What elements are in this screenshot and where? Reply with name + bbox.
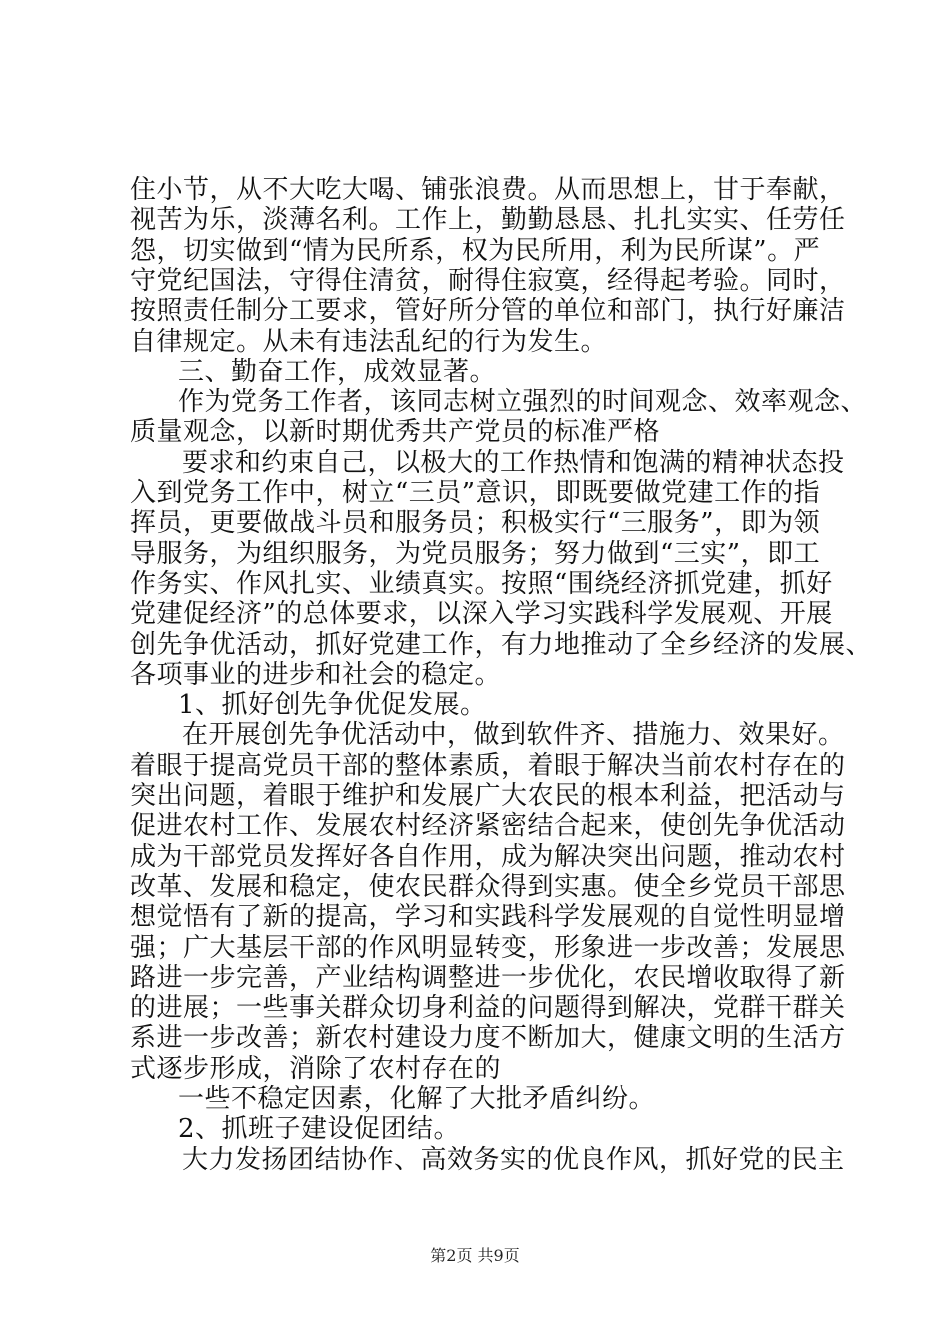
text-line: 着眼于提高党员干部的整体素质，着眼于解决当前农村存在的 [130,750,846,781]
text-line: 入到党务工作中，树立“三员”意识，即既要做党建工作的指 [130,478,821,508]
text-line: 路进一步完善，产业结构调整进一步优化，农民增收取得了新 [130,962,846,993]
text-line: 创先争优活动，抓好党建工作，有力地推动了全乡经济的发展、 [130,629,873,660]
text-line: 住小节，从不大吃大喝、铺张浪费。从而思想上，甘于奉献， [130,175,846,205]
subsection-heading: 1、抓好创先争优促发展。 [178,690,487,721]
text-line: 突出问题，着眼于维护和发展广大农民的根本利益，把活动与 [130,781,846,811]
text-line: 成为干部党员发挥好各自作用，成为解决突出问题，推动农村 [130,841,846,872]
text-line: 促进农村工作、发展农村经济紧密结合起来，使创先争优活动 [130,811,846,842]
text-line: 作为党务工作者，该同志树立强烈的时间观念、效率观念、 [178,387,868,418]
text-line: 系进一步改善；新农村建设力度不断加大，健康文明的生活方 [130,1023,846,1054]
text-line: 按照责任制分工要求，管好所分管的单位和部门，执行好廉洁 [130,296,846,327]
text-line: 守党纪国法，守得住清贫，耐得住寂寞，经得起考验。同时， [130,265,846,296]
text-line: 式逐步形成，消除了农村存在的 [130,1053,502,1084]
text-line: 挥员，更要做战斗员和服务员；积极实行“三服务”，即为领 [130,508,821,539]
text-line: 作务实、作风扎实、业绩真实。按照“围绕经济抓党建，抓好 [130,568,833,599]
text-line: 在开展创先争优活动中，做到软件齐、措施力、效果好。 [182,720,845,751]
text-line: 视苦为乐，淡薄名利。工作上，勤勤恳恳、扎扎实实、任劳任 [130,205,846,236]
text-line: 一些不稳定因素，化解了大批矛盾纠纷。 [178,1084,656,1114]
section-heading: 三、勤奋工作，成效显著。 [178,356,497,387]
text-line: 想觉悟有了新的提高，学习和实践科学发展观的自觉性明显增 [130,902,846,933]
subsection-heading: 2、抓班子建设促团结。 [178,1114,461,1145]
text-line: 要求和约束自己，以极大的工作热情和饱满的精神状态投 [182,447,845,478]
text-line: 各项事业的进步和社会的稳定。 [130,659,502,690]
text-line: 党建促经济”的总体要求，以深入学习实践科学发展观、开展 [130,599,833,630]
text-line: 的进展；一些事关群众切身利益的问题得到解决，党群干群关 [130,993,846,1024]
text-line: 改革、发展和稳定，使农民群众得到实惠。使全乡党员干部思 [130,871,846,902]
text-line: 怨，切实做到“情为民所系，权为民所用，利为民所谋”。严 [130,235,821,266]
text-line: 强；广大基层干部的作风明显转变，形象进一步改善；发展思 [130,932,846,963]
text-line: 质量观念，以新时期优秀共产党员的标准严格 [130,417,661,448]
page-footer: 第2页 共9页 [430,1246,520,1265]
text-line: 导服务，为组织服务，为党员服务；努力做到“三实”，即工 [130,538,821,569]
text-line: 自律规定。从未有违法乱纪的行为发生。 [130,326,608,357]
text-line: 大力发扬团结协作、高效务实的优良作风，抓好党的民主 [182,1144,845,1175]
